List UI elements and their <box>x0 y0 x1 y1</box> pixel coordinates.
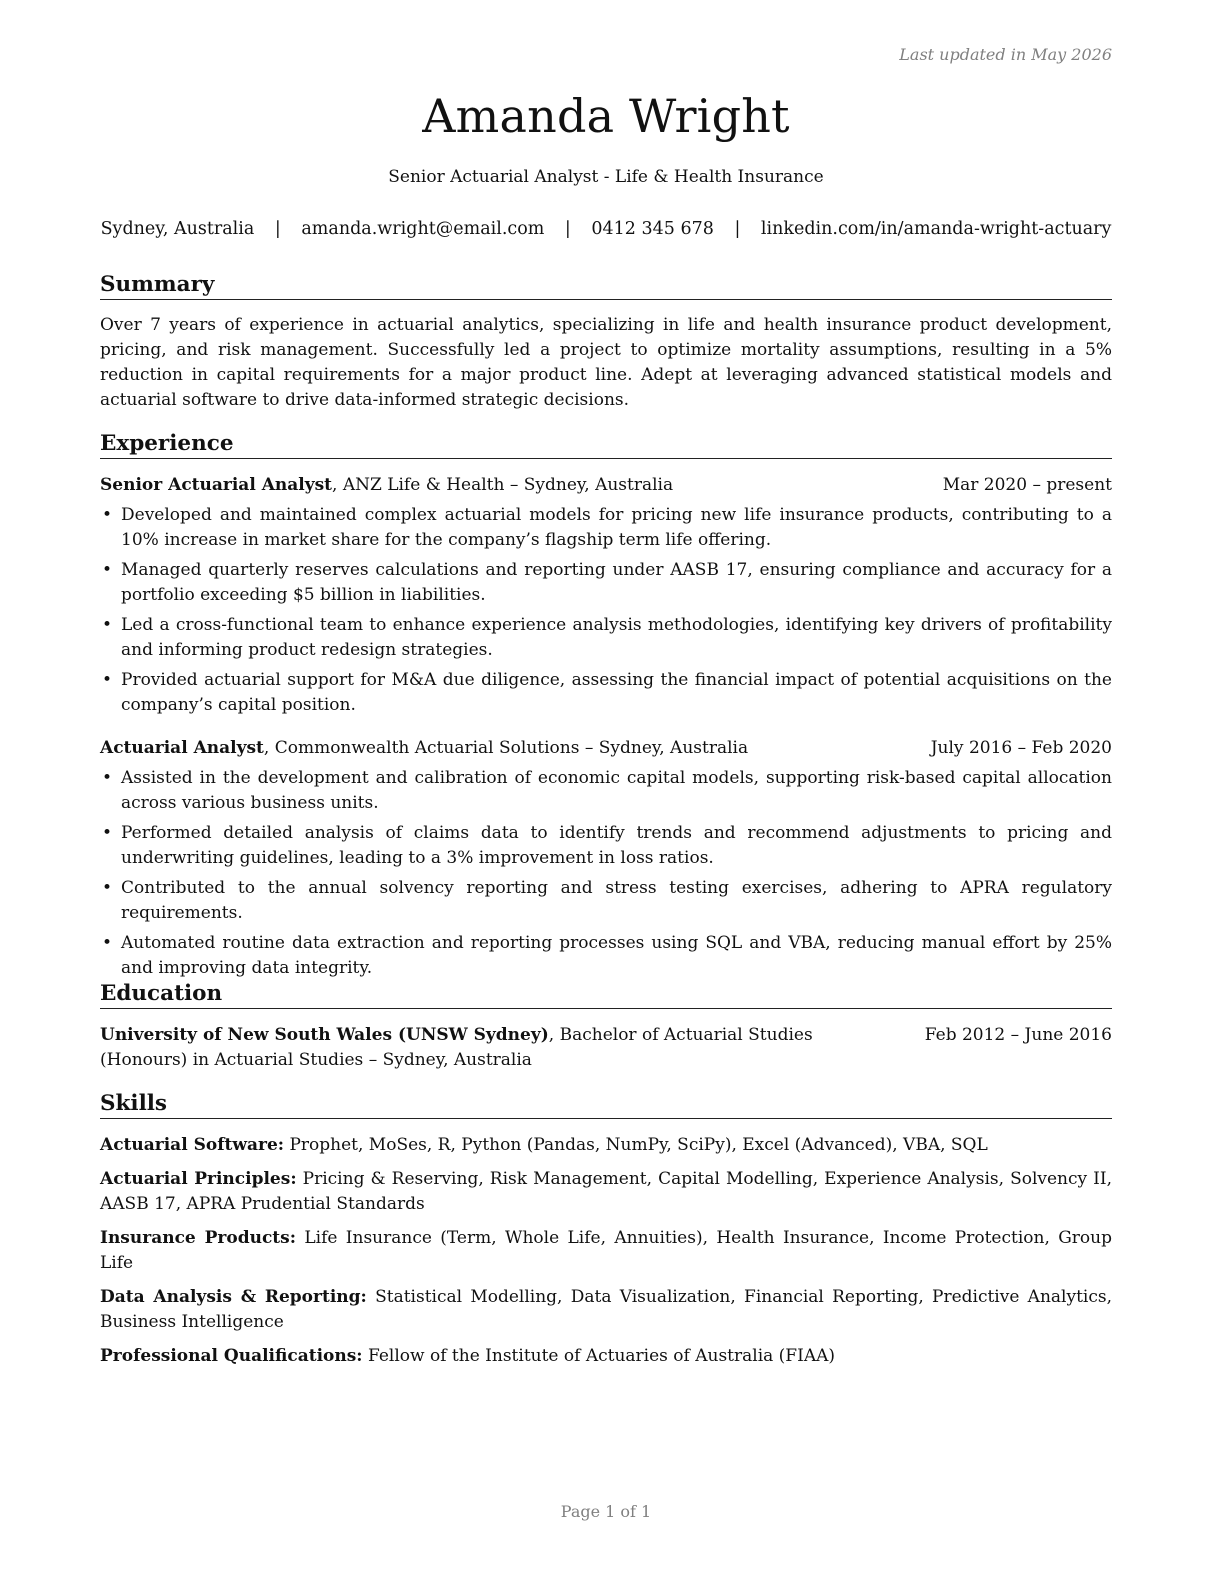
skill-row <box>100 1226 1112 1276</box>
contact-email[interactable]: amanda.wright@email.com <box>301 219 545 239</box>
last-updated: Last updated in May 2026 <box>899 45 1112 64</box>
job-dates: July 2016 – Feb 2020 <box>930 738 1112 758</box>
bullet-text: Led a cross-functional team to enhance experience analysis methodologies, identifying key drivers of profitability and informing product redesign strategies. <box>121 615 1112 660</box>
job-title-line <box>100 473 673 498</box>
bullet-dot-icon: • <box>102 933 113 953</box>
bullet-dot-icon: • <box>102 823 113 843</box>
skill-value: Statistical Modelling, Data Visualization, Financial Reporting, Predictive Analytics, Business Intelligence <box>100 1287 1113 1332</box>
contact-separator: | <box>274 219 281 239</box>
bullet-item <box>100 821 1112 871</box>
bullet-dot-icon: • <box>102 560 113 580</box>
education-school: University of New South Wales (UNSW Sydney) <box>100 1025 549 1045</box>
skill-label: Insurance Products: <box>100 1228 296 1248</box>
contact-separator: | <box>734 219 741 239</box>
education-entry <box>100 1023 1112 1073</box>
summary-section <box>100 271 1112 413</box>
job-entry <box>100 473 1112 718</box>
skill-row <box>100 1167 1112 1217</box>
job-company: , Commonwealth Actuarial Solutions – Sydney, Australia <box>263 738 749 758</box>
skill-label: Professional Qualifications: <box>100 1346 363 1366</box>
contact-line <box>100 219 1112 239</box>
page-number: Page 1 of 1 <box>560 1502 652 1521</box>
section-title-skills: Skills <box>100 1090 1112 1119</box>
job-header <box>100 473 1112 498</box>
skill-row <box>100 1344 1112 1369</box>
bullet-text: Provided actuarial support for M&A due diligence, assessing the financial impact of potential acquisitions on the company’s capital position. <box>121 670 1112 715</box>
education-degree: , Bachelor of Actuarial Studies (Honours) in Actuarial Studies – Sydney, Australia <box>100 1025 813 1070</box>
bullet-dot-icon: • <box>102 878 113 898</box>
bullet-item <box>100 558 1112 608</box>
bullet-text: Contributed to the annual solvency reporting and stress testing exercises, adhering to APRA regulatory requirements. <box>121 878 1112 923</box>
job-role: Actuarial Analyst <box>100 738 264 758</box>
candidate-name: Amanda Wright <box>422 89 790 143</box>
job-bullets <box>100 503 1112 718</box>
job-entry <box>100 736 1112 981</box>
headline: Senior Actuarial Analyst - Life & Health Insurance <box>388 167 824 187</box>
bullet-text: Assisted in the development and calibration of economic capital models, supporting risk-based capital allocation across various business units. <box>121 768 1112 813</box>
contact-location: Sydney, Australia <box>100 219 255 239</box>
bullet-dot-icon: • <box>102 768 113 788</box>
bullet-item <box>100 668 1112 718</box>
job-role: Senior Actuarial Analyst <box>100 475 333 495</box>
bullet-text: Managed quarterly reserves calculations and reporting under AASB 17, ensuring compliance and accuracy for a portfolio exceeding $5 billion in liabilities. <box>121 560 1112 605</box>
experience-section <box>100 430 1112 986</box>
contact-separator: | <box>564 219 571 239</box>
bullet-dot-icon: • <box>102 505 113 525</box>
skill-row <box>100 1133 1112 1158</box>
section-title-experience: Experience <box>100 430 1112 459</box>
education-details <box>100 1023 890 1073</box>
job-bullets <box>100 766 1112 981</box>
bullet-item <box>100 766 1112 816</box>
education-section <box>100 980 1112 1073</box>
contact-linkedin[interactable]: linkedin.com/in/amanda-wright-actuary <box>760 219 1112 239</box>
skill-value: Life Insurance (Term, Whole Life, Annuities), Health Insurance, Income Protection, Group Life <box>100 1228 1112 1273</box>
bullet-item <box>100 876 1112 926</box>
bullet-item <box>100 503 1112 553</box>
bullet-dot-icon: • <box>102 670 113 690</box>
job-company: , ANZ Life & Health – Sydney, Australia <box>332 475 674 495</box>
skill-value: Pricing & Reserving, Risk Management, Capital Modelling, Experience Analysis, Solvency II, AASB 17, APRA Prudential Standards <box>100 1169 1113 1214</box>
job-dates: Mar 2020 – present <box>942 475 1112 495</box>
summary-text: Over 7 years of experience in actuarial analytics, specializing in life and health insurance product development, pricing, and risk management. Successfully led a project to optimize mortality assumptions, resulting in a 5% reduction in capital requirements for a major product line. Adept at leveraging advanced statistical models and actuarial software to drive data-informed strategic decisions. <box>100 315 1112 410</box>
skills-section <box>100 1090 1112 1378</box>
resume-page <box>100 0 1112 1584</box>
bullet-text: Performed detailed analysis of claims data to identify trends and recommend adjustments to pricing and underwriting guidelines, leading to a 3% improvement in loss ratios. <box>121 823 1112 868</box>
bullet-dot-icon: • <box>102 615 113 635</box>
skill-value: Prophet, MoSes, R, Python (Pandas, NumPy, SciPy), Excel (Advanced), VBA, SQL <box>284 1135 988 1155</box>
section-title-education: Education <box>100 980 1112 1009</box>
bullet-text: Automated routine data extraction and reporting processes using SQL and VBA, reducing manual effort by 25% and improving data integrity. <box>121 933 1112 978</box>
skill-label: Data Analysis & Reporting: <box>100 1287 367 1307</box>
skill-label: Actuarial Software: <box>100 1135 285 1155</box>
job-header <box>100 736 1112 761</box>
job-title-line <box>100 736 748 761</box>
education-dates: Feb 2012 – June 2016 <box>924 1025 1112 1045</box>
skills-list <box>100 1133 1112 1369</box>
bullet-item <box>100 613 1112 663</box>
skill-value: Fellow of the Institute of Actuaries of Australia (FIAA) <box>362 1346 836 1366</box>
skill-label: Actuarial Principles: <box>100 1169 297 1189</box>
bullet-item <box>100 931 1112 981</box>
bullet-text: Developed and maintained complex actuarial models for pricing new life insurance products, contributing to a 10% increase in market share for the company’s flagship term life offering. <box>121 505 1112 550</box>
skill-row <box>100 1285 1112 1335</box>
section-title-summary: Summary <box>100 271 1112 300</box>
contact-phone[interactable]: 0412 345 678 <box>591 219 714 239</box>
